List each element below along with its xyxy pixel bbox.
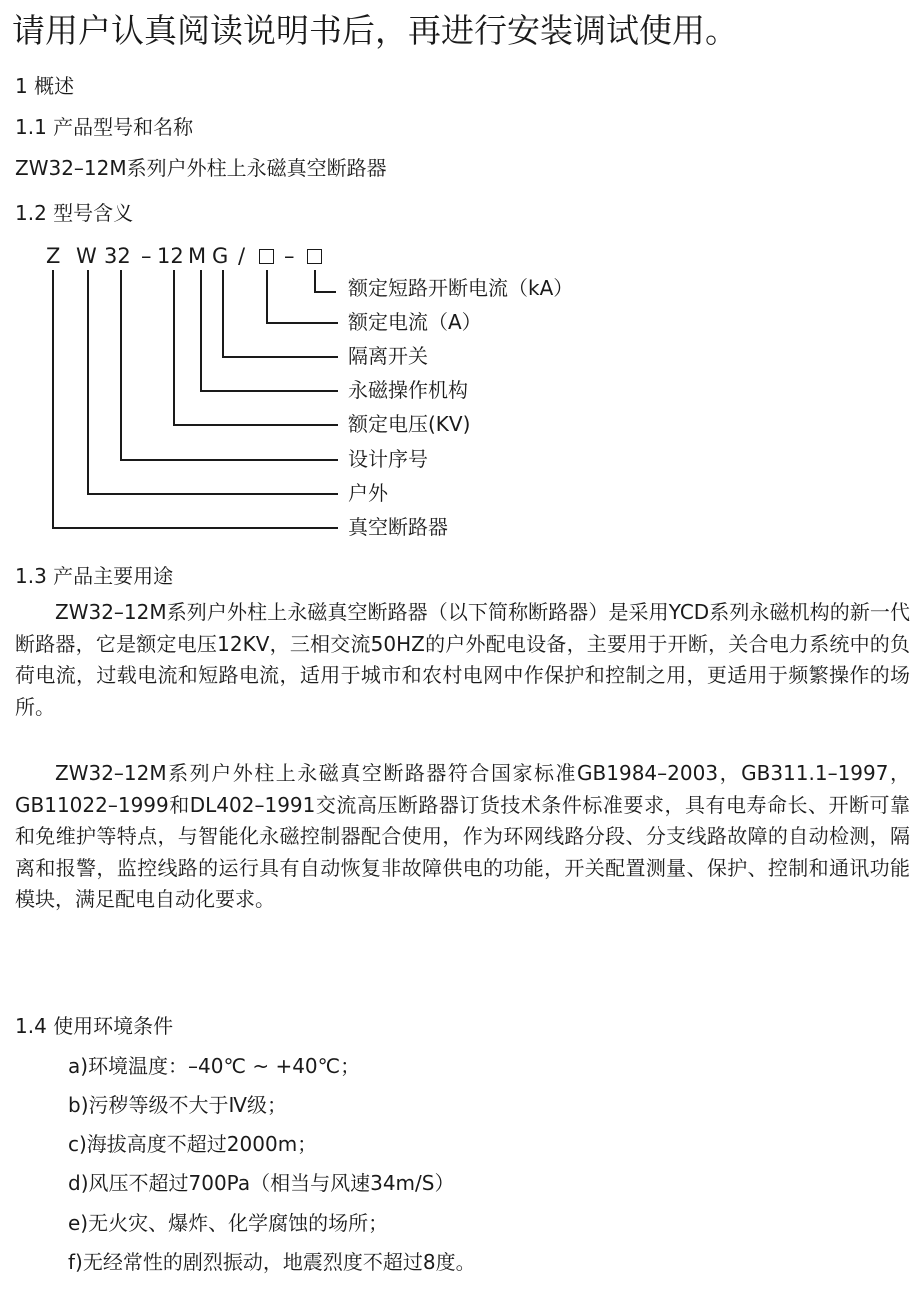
section-1-3-heading: 1.3 产品主要用途 bbox=[15, 564, 174, 588]
bracket-line bbox=[314, 291, 336, 293]
code-z: Z bbox=[46, 244, 61, 268]
condition-item-a: a)环境温度：–40℃ ~ +40℃； bbox=[68, 1054, 361, 1078]
bracket-line bbox=[222, 270, 224, 357]
label-design-number: 设计序号 bbox=[348, 447, 428, 471]
bracket-line bbox=[314, 270, 316, 292]
label-isolating-switch: 隔离开关 bbox=[348, 344, 428, 368]
bracket-line bbox=[52, 270, 54, 528]
bracket-line bbox=[173, 270, 175, 425]
condition-item-d: d)风压不超过700Pa（相当与风速34m/S） bbox=[68, 1171, 455, 1195]
bracket-line bbox=[222, 356, 338, 358]
condition-item-c: c)海拔高度不超过2000m； bbox=[68, 1132, 318, 1156]
code-32: 32 bbox=[104, 244, 131, 268]
code-dash-2: – bbox=[284, 244, 295, 268]
condition-item-e: e)无火灾、爆炸、化学腐蚀的场所； bbox=[68, 1211, 389, 1235]
code-slash: / bbox=[238, 244, 246, 268]
label-rated-voltage: 额定电压(KV) bbox=[348, 412, 471, 436]
label-rated-current: 额定电流（A） bbox=[348, 310, 482, 334]
code-12: 12 bbox=[157, 244, 184, 268]
bracket-line bbox=[266, 270, 268, 323]
bracket-line bbox=[200, 390, 338, 392]
section-1-4-heading: 1.4 使用环境条件 bbox=[15, 1014, 174, 1038]
section-1-1-heading: 1.1 产品型号和名称 bbox=[15, 115, 194, 139]
condition-item-b: b)污秽等级不大于Ⅳ级； bbox=[68, 1093, 287, 1117]
bracket-line bbox=[120, 270, 122, 460]
product-name: ZW32–12M系列户外柱上永磁真空断路器 bbox=[15, 156, 387, 180]
placeholder-box-current bbox=[259, 249, 274, 264]
model-code-diagram bbox=[0, 240, 922, 560]
bracket-line bbox=[200, 270, 202, 391]
label-outdoor: 户外 bbox=[348, 481, 388, 505]
condition-item-f: f)无经常性的剧烈振动，地震烈度不超过8度。 bbox=[68, 1250, 476, 1274]
label-vacuum-breaker: 真空断路器 bbox=[348, 515, 448, 539]
placeholder-box-breaking-current bbox=[307, 249, 322, 264]
usage-paragraph-1: ZW32–12M系列户外柱上永磁真空断路器（以下简称断路器）是采用YCD系列永磁机构的新一代断路器，它是额定电压12KV，三相交流50HZ的户外配电设备，主要用于开断，关合电力系统中的负荷电流，过载电流和短路电流，适用于城市和农村电网中作保护和控制之用，更适用于频繁操作的场所。 bbox=[15, 600, 910, 719]
page-title: 请用户认真阅读说明书后，再进行安装调试使用。 bbox=[12, 11, 738, 50]
code-w: W bbox=[76, 244, 97, 268]
bracket-line bbox=[52, 527, 338, 529]
bracket-line bbox=[87, 270, 89, 494]
usage-paragraph-2: ZW32–12M系列户外柱上永磁真空断路器符合国家标准GB1984–2003，GB311.1–1997，GB11022–1999和DL402–1991交流高压断路器订货技术条件标准要求，具有电寿命长、开断可靠和免维护等特点，与智能化永磁控制器配合使用，作为环网线路分段、分支线路故障的自动检测，隔离和报警，监控线路的运行具有自动恢复非故障供电的功能，开关配置测量、保护、控制和通讯功能模块，满足配电自动化要求。 bbox=[15, 761, 910, 911]
code-g: G bbox=[212, 244, 229, 268]
label-permanent-magnet-mechanism: 永磁操作机构 bbox=[348, 378, 468, 402]
section-1-heading: 1 概述 bbox=[15, 74, 75, 98]
bracket-line bbox=[120, 459, 338, 461]
label-rated-breaking-current: 额定短路开断电流（kA） bbox=[348, 276, 574, 300]
bracket-line bbox=[87, 493, 338, 495]
section-1-2-heading: 1.2 型号含义 bbox=[15, 201, 134, 225]
bracket-line bbox=[266, 322, 338, 324]
bracket-line bbox=[173, 424, 338, 426]
code-m: M bbox=[188, 244, 207, 268]
code-dash: – bbox=[141, 244, 152, 268]
